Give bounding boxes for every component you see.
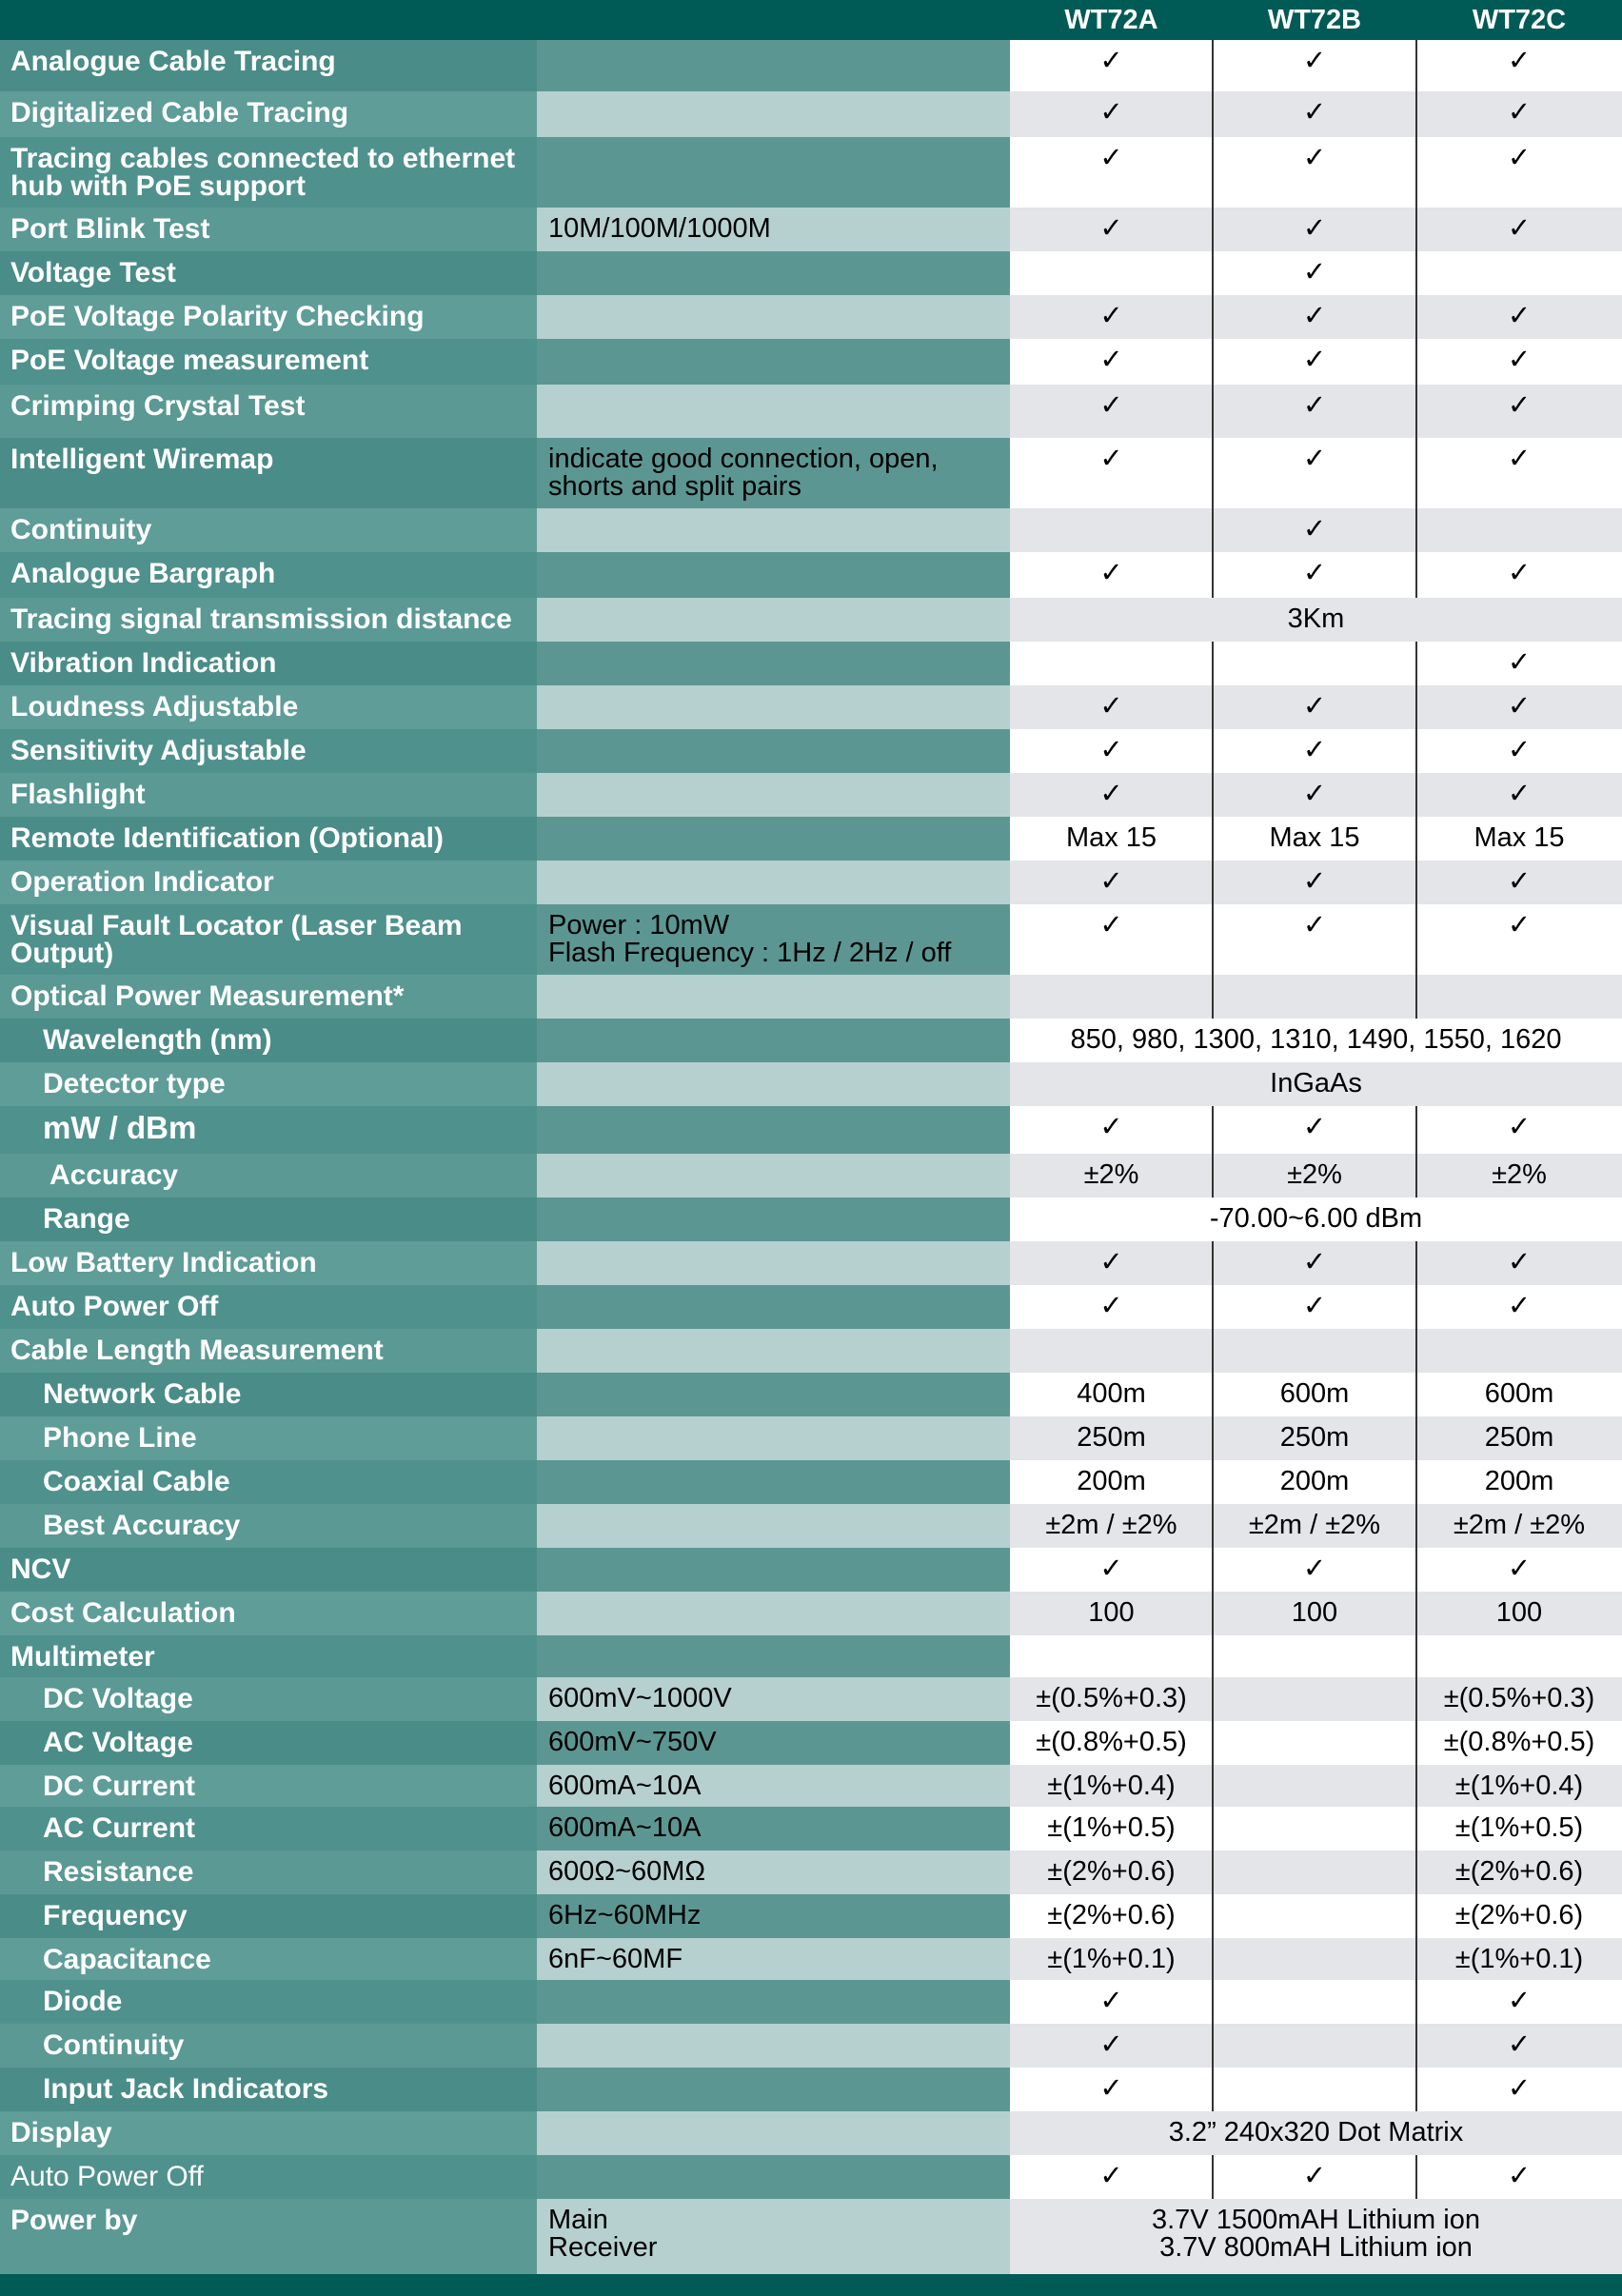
row-value-wt72c: ✓ (1416, 1285, 1622, 1329)
column-divider (1212, 2155, 1214, 2199)
row-description: 600mA~10A (537, 1765, 1010, 1807)
row-description: 6nF~60MF (537, 1938, 1010, 1980)
row-value-wt72c: 250m (1416, 1416, 1622, 1460)
row-value-wt72c: ±(2%+0.6) (1416, 1851, 1622, 1894)
row-description (537, 1592, 1010, 1635)
row-value-wt72c: ✓ (1416, 2068, 1622, 2111)
row-label: Cost Calculation (0, 1592, 537, 1635)
column-divider (1415, 2155, 1417, 2199)
row-value-wt72b (1213, 1980, 1416, 2024)
row-value-wt72c (1416, 1635, 1622, 1677)
row-value-wt72a: ✓ (1010, 208, 1213, 251)
row-description (537, 1635, 1010, 1677)
row-value-wt72c: ✓ (1416, 1106, 1622, 1154)
row-description (537, 1329, 1010, 1373)
row-value-wt72a: 100 (1010, 1592, 1213, 1635)
row-description: 600mV~1000V (537, 1677, 1010, 1721)
row-label: Sensitivity Adjustable (0, 729, 537, 773)
row-value-wt72b (1213, 1329, 1416, 1373)
row-label: Continuity (0, 2024, 537, 2068)
row-label: DC Current (0, 1765, 537, 1807)
row-value-wt72b: ✓ (1213, 208, 1416, 251)
row-description (537, 1504, 1010, 1548)
row-label: Resistance (0, 1851, 537, 1894)
row-value-wt72a (1010, 1329, 1213, 1373)
row-value-wt72a: ±2% (1010, 1154, 1213, 1197)
row-value-wt72a: ✓ (1010, 40, 1213, 91)
row-value-wt72c: 600m (1416, 1373, 1622, 1416)
row-description (537, 1460, 1010, 1504)
row-value-wt72b: 600m (1213, 1373, 1416, 1416)
row-value-wt72c: ✓ (1416, 91, 1622, 137)
column-divider (1415, 1241, 1417, 2111)
row-description (537, 729, 1010, 773)
row-description (537, 598, 1010, 642)
row-description (537, 1106, 1010, 1154)
row-value-wt72b: ✓ (1213, 251, 1416, 295)
model-header-wt72b: WT72B (1267, 5, 1362, 35)
row-value-wt72b (1213, 2068, 1416, 2111)
row-value-wt72a (1010, 975, 1213, 1019)
row-value-wt72c: 200m (1416, 1460, 1622, 1504)
row-description (537, 1019, 1010, 1062)
row-description (537, 1062, 1010, 1106)
row-value-wt72a: ±(2%+0.6) (1010, 1851, 1213, 1894)
row-value-wt72c: ✓ (1416, 208, 1622, 251)
row-value-wt72b: ✓ (1213, 685, 1416, 729)
row-description: 600mA~10A (537, 1807, 1010, 1851)
row-label: Auto Power Off (0, 1285, 537, 1329)
row-value-wt72a: ✓ (1010, 1285, 1213, 1329)
row-label: AC Voltage (0, 1721, 537, 1765)
row-label: Display (0, 2111, 537, 2155)
row-value-wt72a: ±(0.8%+0.5) (1010, 1721, 1213, 1765)
row-value-wt72c: ✓ (1416, 137, 1622, 208)
row-value-wt72a: ±(2%+0.6) (1010, 1894, 1213, 1938)
row-value-all-models: InGaAs (1010, 1062, 1622, 1106)
row-label: Input Jack Indicators (0, 2068, 537, 2111)
row-label: Port Blink Test (0, 208, 537, 251)
row-value-wt72b: ±2m / ±2% (1213, 1504, 1416, 1548)
row-label: AC Current (0, 1807, 537, 1851)
row-value-wt72b (1213, 1765, 1416, 1807)
row-value-wt72b (1213, 1677, 1416, 1721)
model-header-wt72a: WT72A (1064, 5, 1158, 35)
row-value-wt72b: ✓ (1213, 1106, 1416, 1154)
row-value-wt72b: ✓ (1213, 773, 1416, 817)
row-value-wt72a (1010, 251, 1213, 295)
row-value-wt72a (1010, 642, 1213, 685)
row-value-wt72a: ✓ (1010, 1980, 1213, 2024)
row-value-wt72a: ✓ (1010, 773, 1213, 817)
footer-bar (0, 2274, 1622, 2296)
row-value-wt72b: ✓ (1213, 137, 1416, 208)
row-value-wt72c: ✓ (1416, 642, 1622, 685)
row-description (537, 975, 1010, 1019)
row-value-wt72c: ✓ (1416, 2024, 1622, 2068)
row-description (537, 40, 1010, 91)
row-value-wt72b: ✓ (1213, 861, 1416, 904)
row-value-wt72b: ±2% (1213, 1154, 1416, 1197)
row-value-wt72a: ±2m / ±2% (1010, 1504, 1213, 1548)
row-label: Tracing cables connected to ethernet hub with PoE support (0, 137, 537, 208)
row-value-wt72c: ✓ (1416, 904, 1622, 975)
row-label: NCV (0, 1548, 537, 1592)
row-label: Digitalized Cable Tracing (0, 91, 537, 137)
row-description (537, 1285, 1010, 1329)
row-value-wt72a: ✓ (1010, 295, 1213, 339)
row-value-wt72a: ✓ (1010, 2024, 1213, 2068)
row-description: 600Ω~60MΩ (537, 1851, 1010, 1894)
row-value-wt72b: 200m (1213, 1460, 1416, 1504)
row-value-wt72c (1416, 975, 1622, 1019)
row-value-wt72c: ✓ (1416, 1980, 1622, 2024)
row-value-wt72a: ✓ (1010, 91, 1213, 137)
row-value-all-models: 3.7V 1500mAH Lithium ion 3.7V 800mAH Lithium ion (1010, 2199, 1622, 2274)
column-divider (1212, 40, 1214, 598)
row-description: 10M/100M/1000M (537, 208, 1010, 251)
row-value-wt72a: ✓ (1010, 339, 1213, 385)
row-value-wt72a: ±(1%+0.5) (1010, 1807, 1213, 1851)
row-value-wt72b (1213, 1851, 1416, 1894)
row-label: Accuracy (0, 1154, 537, 1197)
row-description (537, 1373, 1010, 1416)
row-label: mW / dBm (0, 1106, 537, 1154)
row-value-wt72b (1213, 1894, 1416, 1938)
row-value-wt72b: 100 (1213, 1592, 1416, 1635)
row-value-wt72b (1213, 1807, 1416, 1851)
row-value-wt72a (1010, 508, 1213, 552)
row-description (537, 91, 1010, 137)
row-value-wt72c: ±(0.8%+0.5) (1416, 1721, 1622, 1765)
row-label: Continuity (0, 508, 537, 552)
row-value-wt72a: ✓ (1010, 904, 1213, 975)
row-value-wt72a: ✓ (1010, 861, 1213, 904)
row-value-wt72c: ✓ (1416, 552, 1622, 598)
row-label: Operation Indicator (0, 861, 537, 904)
row-value-wt72b: ✓ (1213, 904, 1416, 975)
row-label: Coaxial Cable (0, 1460, 537, 1504)
row-value-all-models: 3.2” 240x320 Dot Matrix (1010, 2111, 1622, 2155)
row-value-wt72c: ✓ (1416, 385, 1622, 438)
row-value-wt72a (1010, 1635, 1213, 1677)
row-value-wt72b: ✓ (1213, 295, 1416, 339)
row-value-wt72c: ±(1%+0.4) (1416, 1765, 1622, 1807)
row-description (537, 251, 1010, 295)
row-value-wt72b: ✓ (1213, 1548, 1416, 1592)
row-value-wt72c: ✓ (1416, 339, 1622, 385)
row-value-wt72b: ✓ (1213, 729, 1416, 773)
column-divider (1212, 1106, 1214, 1197)
row-label: Crimping Crystal Test (0, 385, 537, 438)
row-label: Capacitance (0, 1938, 537, 1980)
row-value-wt72b (1213, 1721, 1416, 1765)
row-label: DC Voltage (0, 1677, 537, 1721)
row-value-wt72c: ±(0.5%+0.3) (1416, 1677, 1622, 1721)
row-value-wt72a: ✓ (1010, 2155, 1213, 2199)
row-description: Power : 10mW Flash Frequency : 1Hz / 2Hz / off (537, 904, 1010, 975)
model-header-wt72c: WT72C (1472, 5, 1567, 35)
row-value-wt72b: ✓ (1213, 91, 1416, 137)
row-value-wt72c: 100 (1416, 1592, 1622, 1635)
row-value-wt72b (1213, 2024, 1416, 2068)
row-description (537, 2111, 1010, 2155)
column-divider (1212, 642, 1214, 1019)
row-label: PoE Voltage Polarity Checking (0, 295, 537, 339)
row-value-wt72a: Max 15 (1010, 817, 1213, 861)
row-description (537, 385, 1010, 438)
row-value-wt72a: ✓ (1010, 438, 1213, 508)
row-value-wt72a: 250m (1010, 1416, 1213, 1460)
row-value-wt72a: ±(1%+0.4) (1010, 1765, 1213, 1807)
row-label: Best Accuracy (0, 1504, 537, 1548)
row-description (537, 2068, 1010, 2111)
row-value-wt72c (1416, 1329, 1622, 1373)
row-value-wt72b: ✓ (1213, 508, 1416, 552)
row-label: Analogue Bargraph (0, 552, 537, 598)
row-value-wt72c (1416, 508, 1622, 552)
row-value-wt72a: ±(1%+0.1) (1010, 1938, 1213, 1980)
row-description (537, 1416, 1010, 1460)
row-value-wt72c: ✓ (1416, 773, 1622, 817)
row-value-wt72b (1213, 642, 1416, 685)
row-value-wt72c: ±(1%+0.1) (1416, 1938, 1622, 1980)
row-label: Visual Fault Locator (Laser Beam Output) (0, 904, 537, 975)
row-label: Low Battery Indication (0, 1241, 537, 1285)
row-value-wt72a: ✓ (1010, 137, 1213, 208)
row-value-wt72c: Max 15 (1416, 817, 1622, 861)
row-description (537, 685, 1010, 729)
row-value-wt72b: ✓ (1213, 385, 1416, 438)
row-value-wt72c: ✓ (1416, 438, 1622, 508)
row-description (537, 2155, 1010, 2199)
row-label: Wavelength (nm) (0, 1019, 537, 1062)
row-label: Phone Line (0, 1416, 537, 1460)
row-label: Flashlight (0, 773, 537, 817)
row-value-wt72b (1213, 975, 1416, 1019)
row-label: Loudness Adjustable (0, 685, 537, 729)
row-value-wt72c (1416, 251, 1622, 295)
row-value-wt72c: ✓ (1416, 685, 1622, 729)
row-value-wt72b: ✓ (1213, 1285, 1416, 1329)
column-divider (1415, 40, 1417, 598)
row-description (537, 773, 1010, 817)
row-description: indicate good connection, open, shorts and split pairs (537, 438, 1010, 508)
row-value-wt72b: Max 15 (1213, 817, 1416, 861)
row-value-wt72a: 400m (1010, 1373, 1213, 1416)
row-label: Detector type (0, 1062, 537, 1106)
row-description (537, 1980, 1010, 2024)
row-label: Network Cable (0, 1373, 537, 1416)
row-label: PoE Voltage measurement (0, 339, 537, 385)
row-description (537, 339, 1010, 385)
row-value-wt72b: ✓ (1213, 339, 1416, 385)
row-label: Multimeter (0, 1635, 537, 1677)
row-value-wt72c: ±2m / ±2% (1416, 1504, 1622, 1548)
row-value-wt72b (1213, 1635, 1416, 1677)
row-value-wt72c: ✓ (1416, 40, 1622, 91)
row-description (537, 642, 1010, 685)
row-label: Diode (0, 1980, 537, 2024)
row-value-wt72b: ✓ (1213, 552, 1416, 598)
row-value-wt72c: ✓ (1416, 295, 1622, 339)
row-description (537, 508, 1010, 552)
row-value-wt72c: ✓ (1416, 2155, 1622, 2199)
row-value-wt72a: ±(0.5%+0.3) (1010, 1677, 1213, 1721)
row-value-all-models: 850, 980, 1300, 1310, 1490, 1550, 1620 (1010, 1019, 1622, 1062)
row-label: Optical Power Measurement* (0, 975, 537, 1019)
row-value-wt72a: ✓ (1010, 2068, 1213, 2111)
row-value-wt72a: ✓ (1010, 385, 1213, 438)
row-label: Auto Power Off (0, 2155, 537, 2199)
row-value-wt72a: ✓ (1010, 685, 1213, 729)
row-value-wt72c: ✓ (1416, 729, 1622, 773)
row-value-wt72c: ±(1%+0.5) (1416, 1807, 1622, 1851)
column-divider (1415, 642, 1417, 1019)
row-value-wt72b (1213, 1938, 1416, 1980)
row-value-wt72a: 200m (1010, 1460, 1213, 1504)
row-value-wt72b: ✓ (1213, 438, 1416, 508)
row-description (537, 861, 1010, 904)
row-label: Analogue Cable Tracing (0, 40, 537, 91)
row-description (537, 1548, 1010, 1592)
row-value-wt72c: ✓ (1416, 861, 1622, 904)
row-label: Frequency (0, 1894, 537, 1938)
row-value-wt72b: 250m (1213, 1416, 1416, 1460)
row-description (537, 137, 1010, 208)
row-value-wt72a: ✓ (1010, 1106, 1213, 1154)
row-description: Main Receiver (537, 2199, 1010, 2274)
row-value-all-models: -70.00~6.00 dBm (1010, 1197, 1622, 1241)
row-value-wt72c: ±(2%+0.6) (1416, 1894, 1622, 1938)
row-value-wt72a: ✓ (1010, 729, 1213, 773)
row-value-wt72b: ✓ (1213, 40, 1416, 91)
row-value-wt72b: ✓ (1213, 1241, 1416, 1285)
row-value-all-models: 3Km (1010, 598, 1622, 642)
row-value-wt72a: ✓ (1010, 552, 1213, 598)
row-value-wt72c: ✓ (1416, 1548, 1622, 1592)
row-description (537, 1154, 1010, 1197)
row-value-wt72c: ±2% (1416, 1154, 1622, 1197)
column-divider (1415, 1106, 1417, 1197)
row-description (537, 295, 1010, 339)
row-value-wt72b: ✓ (1213, 2155, 1416, 2199)
row-description (537, 817, 1010, 861)
row-label: Remote Identification (Optional) (0, 817, 537, 861)
row-description: 600mV~750V (537, 1721, 1010, 1765)
row-label: Intelligent Wiremap (0, 438, 537, 508)
row-label: Vibration Indication (0, 642, 537, 685)
row-description: 6Hz~60MHz (537, 1894, 1010, 1938)
row-label: Range (0, 1197, 537, 1241)
row-value-wt72c: ✓ (1416, 1241, 1622, 1285)
row-description (537, 552, 1010, 598)
row-description (537, 1197, 1010, 1241)
row-description (537, 2024, 1010, 2068)
row-value-wt72a: ✓ (1010, 1548, 1213, 1592)
row-label: Power by (0, 2199, 537, 2274)
row-label: Tracing signal transmission distance (0, 598, 537, 642)
column-divider (1212, 1241, 1214, 2111)
row-value-wt72a: ✓ (1010, 1241, 1213, 1285)
row-label: Cable Length Measurement (0, 1329, 537, 1373)
row-description (537, 1241, 1010, 1285)
row-label: Voltage Test (0, 251, 537, 295)
